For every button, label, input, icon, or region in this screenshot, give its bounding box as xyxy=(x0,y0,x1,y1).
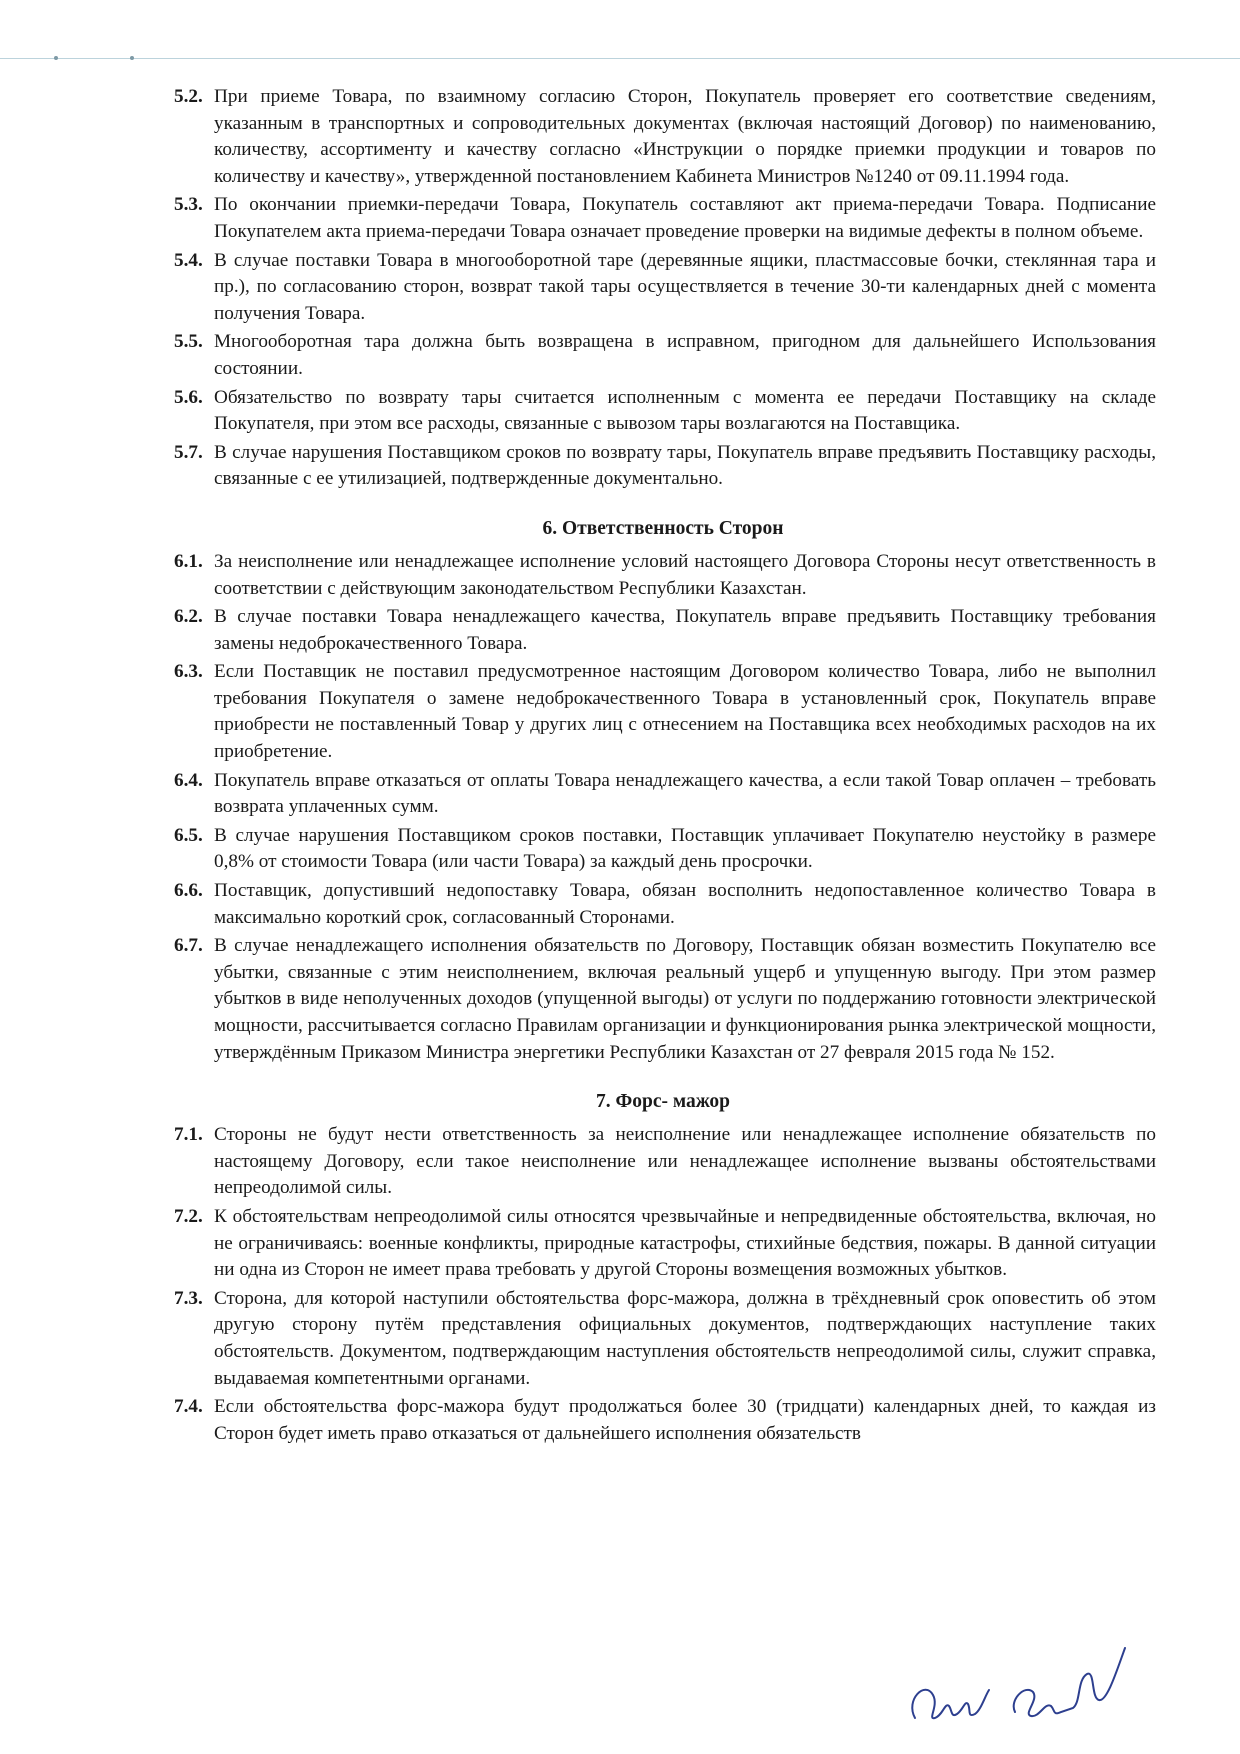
clause-number: 5.2. xyxy=(174,86,203,107)
clause-number: 6.3. xyxy=(174,661,203,683)
signatures xyxy=(905,1640,1135,1740)
clause-6-2 xyxy=(170,604,1156,657)
clause-number: 6.4. xyxy=(174,769,203,791)
clause-text: Если Поставщик не поставил предусмотренное настоящим Договором количество Товара, либо не выполнил требования Покупателя о замене недоброкачественного Товара в установленный срок, Покупатель вправе приобрести не поставленный Товар у других лиц с отнесением на Поставщика всех необходимых расходов на их приобретение. xyxy=(214,661,1156,763)
clause-text: За неисполнение или ненадлежащее исполнение условий настоящего Договора Стороны несут ответственность в соответствии с действующим законодательством Республики Казахстан. xyxy=(214,550,1156,599)
clause-number: 7.4. xyxy=(174,1396,203,1418)
clause-5-6 xyxy=(170,385,1156,438)
clause-number: 5.7. xyxy=(174,441,203,463)
clause-7-1 xyxy=(170,1122,1156,1202)
document-page xyxy=(170,84,1156,1449)
scan-mark xyxy=(54,56,58,60)
clause-number: 5.4. xyxy=(174,249,203,271)
clause-number: 6.6. xyxy=(174,880,203,902)
clause-text: По окончании приемки-передачи Товара, Покупатель составляют акт приема-передачи Товара. Подписание Покупателем акта приема-передачи Товара означает проведение проверки на видимые дефекты в полном объеме. xyxy=(214,194,1156,242)
clause-number: 5.6. xyxy=(174,386,203,408)
clause-text: Поставщик, допустивший недопоставку Товара, обязан восполнить недопоставленное количество Товара в максимально короткий срок, согласованный Сторонами. xyxy=(214,880,1156,928)
section-7 xyxy=(170,1088,1156,1447)
clause-number: 6.5. xyxy=(174,824,203,846)
clause-text: В случае поставки Товара в многооборотной таре (деревянные ящики, пластмассовые бочки, стеклянная тара и пр.), по согласованию сторон, возврат такой тары осуществляется в течение 30-ти календарных дней с момента получения Товара. xyxy=(214,249,1156,324)
clause-7-2 xyxy=(170,1204,1156,1284)
clause-5-7 xyxy=(170,440,1156,493)
clause-text: В случае ненадлежащего исполнения обязательств по Договору, Поставщик обязан возместить Покупателю все убытки, связанные с этим неисполнением, включая реальный ущерб и упущенную выгоду. При этом размер убытков в виде неполученных доходов (упущенной выгоды) от услуги по поддержанию готовности электрической мощности, рассчитывается согласно Правилам организации и функционирования рынка электрической мощности, утверждённым Приказом Министра энергетики Республики Казахстан от 27 февраля 2015 года № 152. xyxy=(214,935,1156,1063)
section-heading: 7. Форс- мажор xyxy=(595,1091,730,1113)
clause-text: Сторона, для которой наступили обстоятельства форс-мажора, должна в трёхдневный срок оповестить об этом другую сторону путём представления официальных документов, подтверждающих наступление таких обстоятельств. Документом, подтверждающим наступления обстоятельств непреодолимой силы, служит справка, выдаваемая компетентными органами. xyxy=(214,1287,1156,1389)
clause-number: 6.7. xyxy=(174,935,203,957)
handwritten-signatures xyxy=(905,1640,1135,1740)
clause-7-3 xyxy=(170,1286,1156,1392)
clause-number: 7.1. xyxy=(174,1124,203,1146)
clause-6-7 xyxy=(170,933,1156,1066)
clause-5-3 xyxy=(170,192,1156,245)
clause-6-4 xyxy=(170,768,1156,821)
clause-number: 7.2. xyxy=(174,1205,203,1227)
clause-5-2 xyxy=(170,84,1156,190)
clause-number: 7.3. xyxy=(174,1287,203,1309)
section-heading: 6. Ответственность Сторон xyxy=(542,517,784,539)
clause-5-5 xyxy=(170,329,1156,382)
scan-top-line xyxy=(0,58,1240,59)
clause-7-4 xyxy=(170,1394,1156,1447)
section-6 xyxy=(170,515,1156,1066)
clause-text: Стороны не будут нести ответственность за неисполнение или ненадлежащее исполнение обязательств по настоящему Договору, если такое неисполнение или ненадлежащее исполнение вызваны обстоятельствами непреодолимой силы. xyxy=(214,1124,1156,1199)
signature-2 xyxy=(1014,1648,1125,1716)
clause-text: В случае нарушения Поставщиком сроков по возврату тары, Покупатель вправе предъявить Поставщику расходы, связанные с ее утилизацией, подтвержденные документально. xyxy=(214,441,1156,490)
clause-number: 6.2. xyxy=(174,606,203,628)
clause-number: 5.5. xyxy=(174,331,203,353)
clause-text: В случае поставки Товара ненадлежащего качества, Покупатель вправе предъявить Поставщику требования замены недоброкачественного Товара. xyxy=(214,606,1156,654)
clause-number: 6.1. xyxy=(174,550,203,572)
clause-6-6 xyxy=(170,878,1156,931)
clause-text: При приеме Товара, по взаимному согласию Сторон, Покупатель проверяет его соответствие сведениям, указанным в транспортных и сопроводительных документах (включая настоящий Договор) по наименованию, количеству, ассортименту и качеству согласно «Инструкции о порядке приемки продукции и товаров по количеству и качеству», утвержденной постановлением Кабинета Министров №1240 от 09.11.1994 года. xyxy=(214,86,1156,187)
clause-number: 5.3. xyxy=(174,194,203,216)
signature-1 xyxy=(912,1690,989,1718)
clause-6-1 xyxy=(170,549,1156,602)
clause-6-5 xyxy=(170,823,1156,876)
clause-6-3 xyxy=(170,659,1156,765)
clause-5-4 xyxy=(170,248,1156,328)
section-5 xyxy=(170,84,1156,493)
clause-text: К обстоятельствам непреодолимой силы относятся чрезвычайные и непредвиденные обстоятельства, включая, но не ограничиваясь: военные конфликты, природные катастрофы, стихийные бедствия, пожары. В данной ситуации ни одна из Сторон не имеет права требовать у другой Стороны возмещения возможных убытков. xyxy=(214,1205,1156,1281)
clause-text: Многооборотная тара должна быть возвращена в исправном, пригодном для дальнейшего Использования состоянии. xyxy=(214,331,1156,379)
scan-mark xyxy=(130,56,134,60)
clause-text: Обязательство по возврату тары считается исполненным с момента ее передачи Поставщику на складе Покупателя, при этом все расходы, связанные с вывозом тары возлагаются на Поставщика. xyxy=(214,386,1156,435)
clause-text: Покупатель вправе отказаться от оплаты Товара ненадлежащего качества, а если такой Товар оплачен – требовать возврата уплаченных сумм. xyxy=(214,769,1156,818)
clause-text: В случае нарушения Поставщиком сроков поставки, Поставщик уплачивает Покупателю неустойку в размере 0,8% от стоимости Товара (или части Товара) за каждый день просрочки. xyxy=(214,824,1156,873)
clause-text: Если обстоятельства форс-мажора будут продолжаться более 30 (тридцати) календарных дней, то каждая из Сторон будет иметь право отказаться от дальнейшего исполнения обязательств xyxy=(214,1396,1156,1444)
